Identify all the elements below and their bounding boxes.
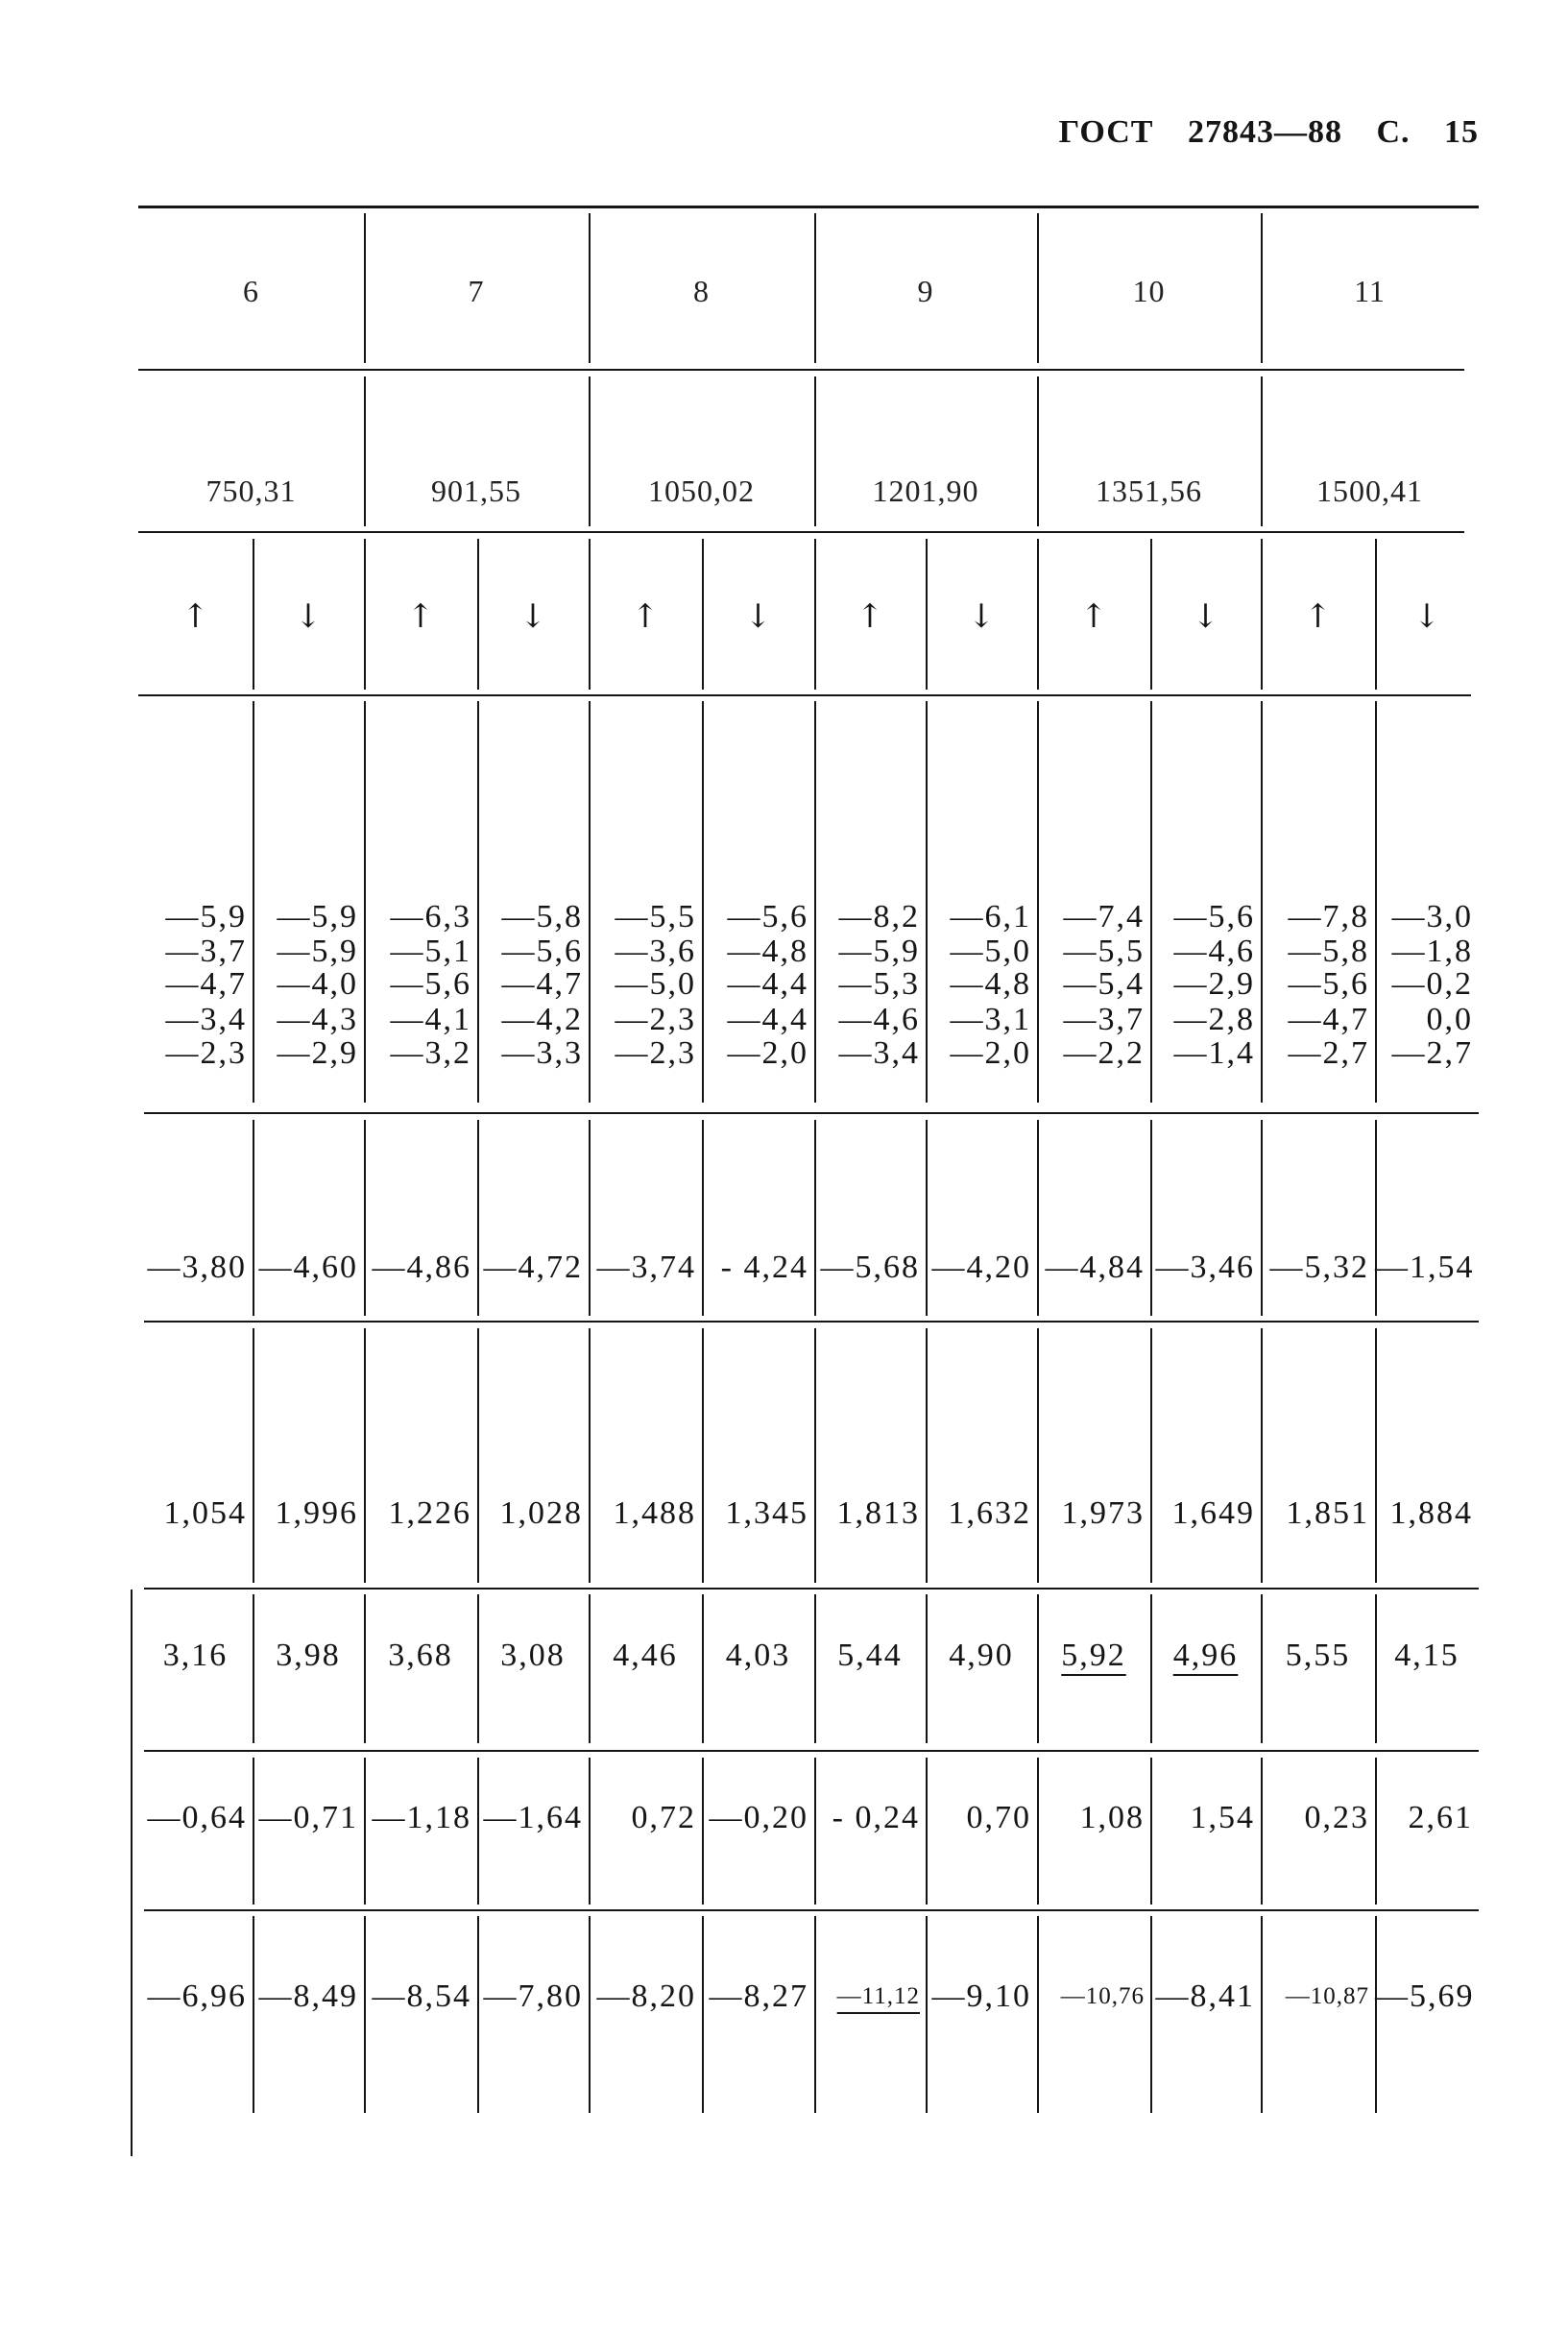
group-number: 6	[243, 274, 259, 308]
table-cell: —5,9	[165, 899, 247, 934]
table-cell: —3,7	[1063, 1002, 1145, 1037]
table-cell: —5,5	[615, 899, 696, 934]
table-cell: 1,632	[948, 1495, 1031, 1531]
table-rule	[138, 694, 1471, 696]
table-cell: - 0,24	[832, 1800, 920, 1835]
table-cell: 5,92	[1061, 1638, 1126, 1673]
arrow-down-icon: ↓	[967, 597, 996, 636]
table-cell: 5,55	[1285, 1638, 1351, 1673]
group-number: 9	[917, 274, 934, 308]
table-cell: —3,1	[950, 1002, 1031, 1037]
table-cell: —9,10	[931, 1978, 1031, 2014]
table-cell: —3,4	[838, 1035, 920, 1071]
table-cell: —0,64	[147, 1800, 247, 1835]
table-cell: —4,0	[277, 966, 358, 1002]
table-cell: —5,1	[390, 934, 471, 969]
table-cell: —1,64	[483, 1800, 583, 1835]
table-rule	[138, 531, 1464, 533]
table-cell: —5,3	[838, 966, 920, 1002]
group-number: 10	[1132, 274, 1166, 308]
table-rule	[144, 1112, 1479, 1114]
table-cell: —10,76	[1060, 1983, 1145, 2009]
arrow-down-icon: ↓	[744, 597, 772, 636]
table-cell: —4,84	[1045, 1250, 1145, 1285]
table-cell: 3,68	[388, 1638, 453, 1673]
table-cell: —4,60	[258, 1250, 358, 1285]
table-cell: —5,8	[501, 899, 583, 934]
column-divider	[702, 1328, 704, 1583]
table-cell: —1,18	[372, 1800, 471, 1835]
table-cell: —4,3	[277, 1002, 358, 1037]
table-cell: —0,20	[709, 1800, 808, 1835]
table-cell: - 4,24	[720, 1250, 808, 1285]
table-cell: —2,8	[1173, 1002, 1255, 1037]
table-rule	[138, 369, 1464, 371]
table-cell: —2,3	[165, 1035, 247, 1071]
table-cell: —7,4	[1063, 899, 1145, 934]
table-cell: —2,9	[277, 1035, 358, 1071]
column-divider	[253, 1328, 254, 1583]
table-cell: —5,4	[1063, 966, 1145, 1002]
table-cell: —4,7	[1288, 1002, 1369, 1037]
left-margin-line	[131, 1590, 133, 2156]
group-number: 7	[468, 274, 485, 308]
table-cell: —4,86	[372, 1250, 471, 1285]
table-cell: —2,7	[1288, 1035, 1369, 1071]
arrow-up-icon: ↑	[1079, 597, 1108, 636]
table-cell: 1,996	[275, 1495, 358, 1531]
table-cell: —6,1	[950, 899, 1031, 934]
table-cell: 4,90	[949, 1638, 1014, 1673]
table-cell: —4,7	[165, 966, 247, 1002]
table-rule	[144, 1750, 1479, 1752]
arrow-up-icon: ↑	[1304, 597, 1332, 636]
column-divider	[477, 1328, 479, 1583]
column-divider	[926, 1328, 928, 1583]
table-cell: —5,6	[1173, 899, 1255, 934]
table-cell: —1,4	[1173, 1035, 1255, 1071]
table-cell: —4,8	[727, 934, 808, 969]
table-cell: —5,6	[727, 899, 808, 934]
table-cell: 4,15	[1394, 1638, 1459, 1673]
table-cell: —2,2	[1063, 1035, 1145, 1071]
table-cell: 1,226	[388, 1495, 471, 1531]
table-cell: —4,4	[727, 1002, 808, 1037]
table-cell: —4,6	[838, 1002, 920, 1037]
table-cell: 1,973	[1061, 1495, 1145, 1531]
arrow-up-icon: ↑	[181, 597, 209, 636]
table-cell: 3,98	[276, 1638, 341, 1673]
table-cell: 1,08	[1079, 1800, 1145, 1835]
table-cell: —4,7	[501, 966, 583, 1002]
table-cell: —8,49	[258, 1978, 358, 2014]
table-cell: —0,2	[1391, 966, 1473, 1002]
table-cell: —2,9	[1173, 966, 1255, 1002]
table-cell: —3,74	[596, 1250, 696, 1285]
table-cell: 1,649	[1171, 1495, 1255, 1531]
table-cell: —4,4	[727, 966, 808, 1002]
table-cell: —0,71	[258, 1800, 358, 1835]
table-cell: 0,70	[966, 1800, 1031, 1835]
table-cell: —5,6	[390, 966, 471, 1002]
column-divider	[364, 1328, 366, 1583]
table-cell: —2,3	[615, 1035, 696, 1071]
table-cell: —8,41	[1155, 1978, 1255, 2014]
table-cell: —4,72	[483, 1250, 583, 1285]
table-cell: —4,20	[931, 1250, 1031, 1285]
table-cell: —5,5	[1063, 934, 1145, 969]
table-cell: —5,6	[501, 934, 583, 969]
table-cell: —8,54	[372, 1978, 471, 2014]
table-cell: 1,851	[1286, 1495, 1369, 1531]
table-cell: —4,1	[390, 1002, 471, 1037]
table-cell: —5,9	[277, 899, 358, 934]
table-cell: —3,3	[501, 1035, 583, 1071]
table-cell: —5,68	[820, 1250, 920, 1285]
table-cell: —3,4	[165, 1002, 247, 1037]
table-cell: —5,0	[615, 966, 696, 1002]
page-header: ГОСТ 27843—88 С. 15	[1058, 114, 1479, 150]
table-cell: —7,8	[1288, 899, 1369, 934]
table-cell: —5,6	[1288, 966, 1369, 1002]
table-cell: 0,72	[631, 1800, 696, 1835]
table-cell: —5,0	[950, 934, 1031, 969]
table-rule	[138, 206, 1479, 208]
table-cell: —4,6	[1173, 934, 1255, 969]
column-divider	[1037, 1328, 1039, 1583]
group-number: 11	[1354, 274, 1386, 308]
column-divider	[589, 1328, 591, 1583]
arrow-up-icon: ↑	[856, 597, 884, 636]
table-rule	[144, 1588, 1479, 1590]
table-cell: 4,46	[613, 1638, 678, 1673]
table-cell: 0,0	[1426, 1002, 1473, 1037]
arrow-up-icon: ↑	[406, 597, 435, 636]
table-cell: —5,9	[838, 934, 920, 969]
table-cell: 1,813	[836, 1495, 920, 1531]
table-cell: —8,2	[838, 899, 920, 934]
table-cell: 4,03	[725, 1638, 791, 1673]
table-cell: —1,8	[1391, 934, 1473, 969]
group-value: 1351,56	[1096, 473, 1202, 508]
table-cell: 0,23	[1304, 1800, 1369, 1835]
table-cell: —3,2	[390, 1035, 471, 1071]
group-value: 901,55	[431, 473, 521, 508]
table-cell: —2,3	[615, 1002, 696, 1037]
table-cell: —11,12	[836, 1983, 920, 2009]
table-cell: 1,488	[613, 1495, 696, 1531]
group-value: 1201,90	[872, 473, 979, 508]
column-divider	[1375, 1328, 1377, 1583]
table-cell: 2,61	[1408, 1800, 1473, 1835]
table-cell: —3,0	[1391, 899, 1473, 934]
table-cell: —1,54	[1375, 1250, 1475, 1285]
table-cell: —3,80	[147, 1250, 247, 1285]
arrow-down-icon: ↓	[519, 597, 547, 636]
table-cell: —5,32	[1269, 1250, 1369, 1285]
table-rule	[144, 1909, 1479, 1911]
table-cell: —4,2	[501, 1002, 583, 1037]
table-cell: —8,27	[709, 1978, 808, 2014]
table-cell: 1,054	[163, 1495, 247, 1531]
table-rule	[144, 1321, 1479, 1323]
table-cell: —2,0	[727, 1035, 808, 1071]
group-number: 8	[693, 274, 710, 308]
table-cell: —3,46	[1155, 1250, 1255, 1285]
table-cell: 1,345	[725, 1495, 808, 1531]
table-cell: —3,7	[165, 934, 247, 969]
table-cell: —5,69	[1375, 1978, 1475, 2014]
table-cell: 3,16	[162, 1638, 229, 1673]
table-cell: —5,8	[1288, 934, 1369, 969]
table-cell: 3,08	[500, 1638, 566, 1673]
group-value: 1500,41	[1316, 473, 1423, 508]
arrow-down-icon: ↓	[1192, 597, 1219, 636]
table-cell: 1,028	[499, 1495, 583, 1531]
table-cell: —3,6	[615, 934, 696, 969]
table-cell: —7,80	[483, 1978, 583, 2014]
arrow-down-icon: ↓	[294, 597, 323, 636]
arrow-up-icon: ↑	[631, 597, 660, 636]
column-divider	[814, 1328, 816, 1583]
table-cell: —6,96	[147, 1978, 247, 2014]
table-cell: —8,20	[596, 1978, 696, 2014]
table-cell: —6,3	[390, 899, 471, 934]
group-value: 1050,02	[648, 473, 755, 508]
column-divider	[1150, 1328, 1152, 1583]
table-cell: 4,96	[1172, 1638, 1239, 1673]
table-cell: —10,87	[1285, 1983, 1369, 2009]
table-cell: 1,54	[1190, 1800, 1255, 1835]
arrow-down-icon: ↓	[1412, 597, 1441, 636]
table-cell: —5,9	[277, 934, 358, 969]
table-cell: —4,8	[950, 966, 1031, 1002]
column-divider	[1261, 1328, 1263, 1583]
table-cell: —2,7	[1391, 1035, 1473, 1071]
table-cell: 5,44	[837, 1638, 903, 1673]
group-value: 750,31	[205, 473, 297, 508]
table-cell: —2,0	[950, 1035, 1031, 1071]
table-cell: 1,884	[1389, 1495, 1473, 1531]
